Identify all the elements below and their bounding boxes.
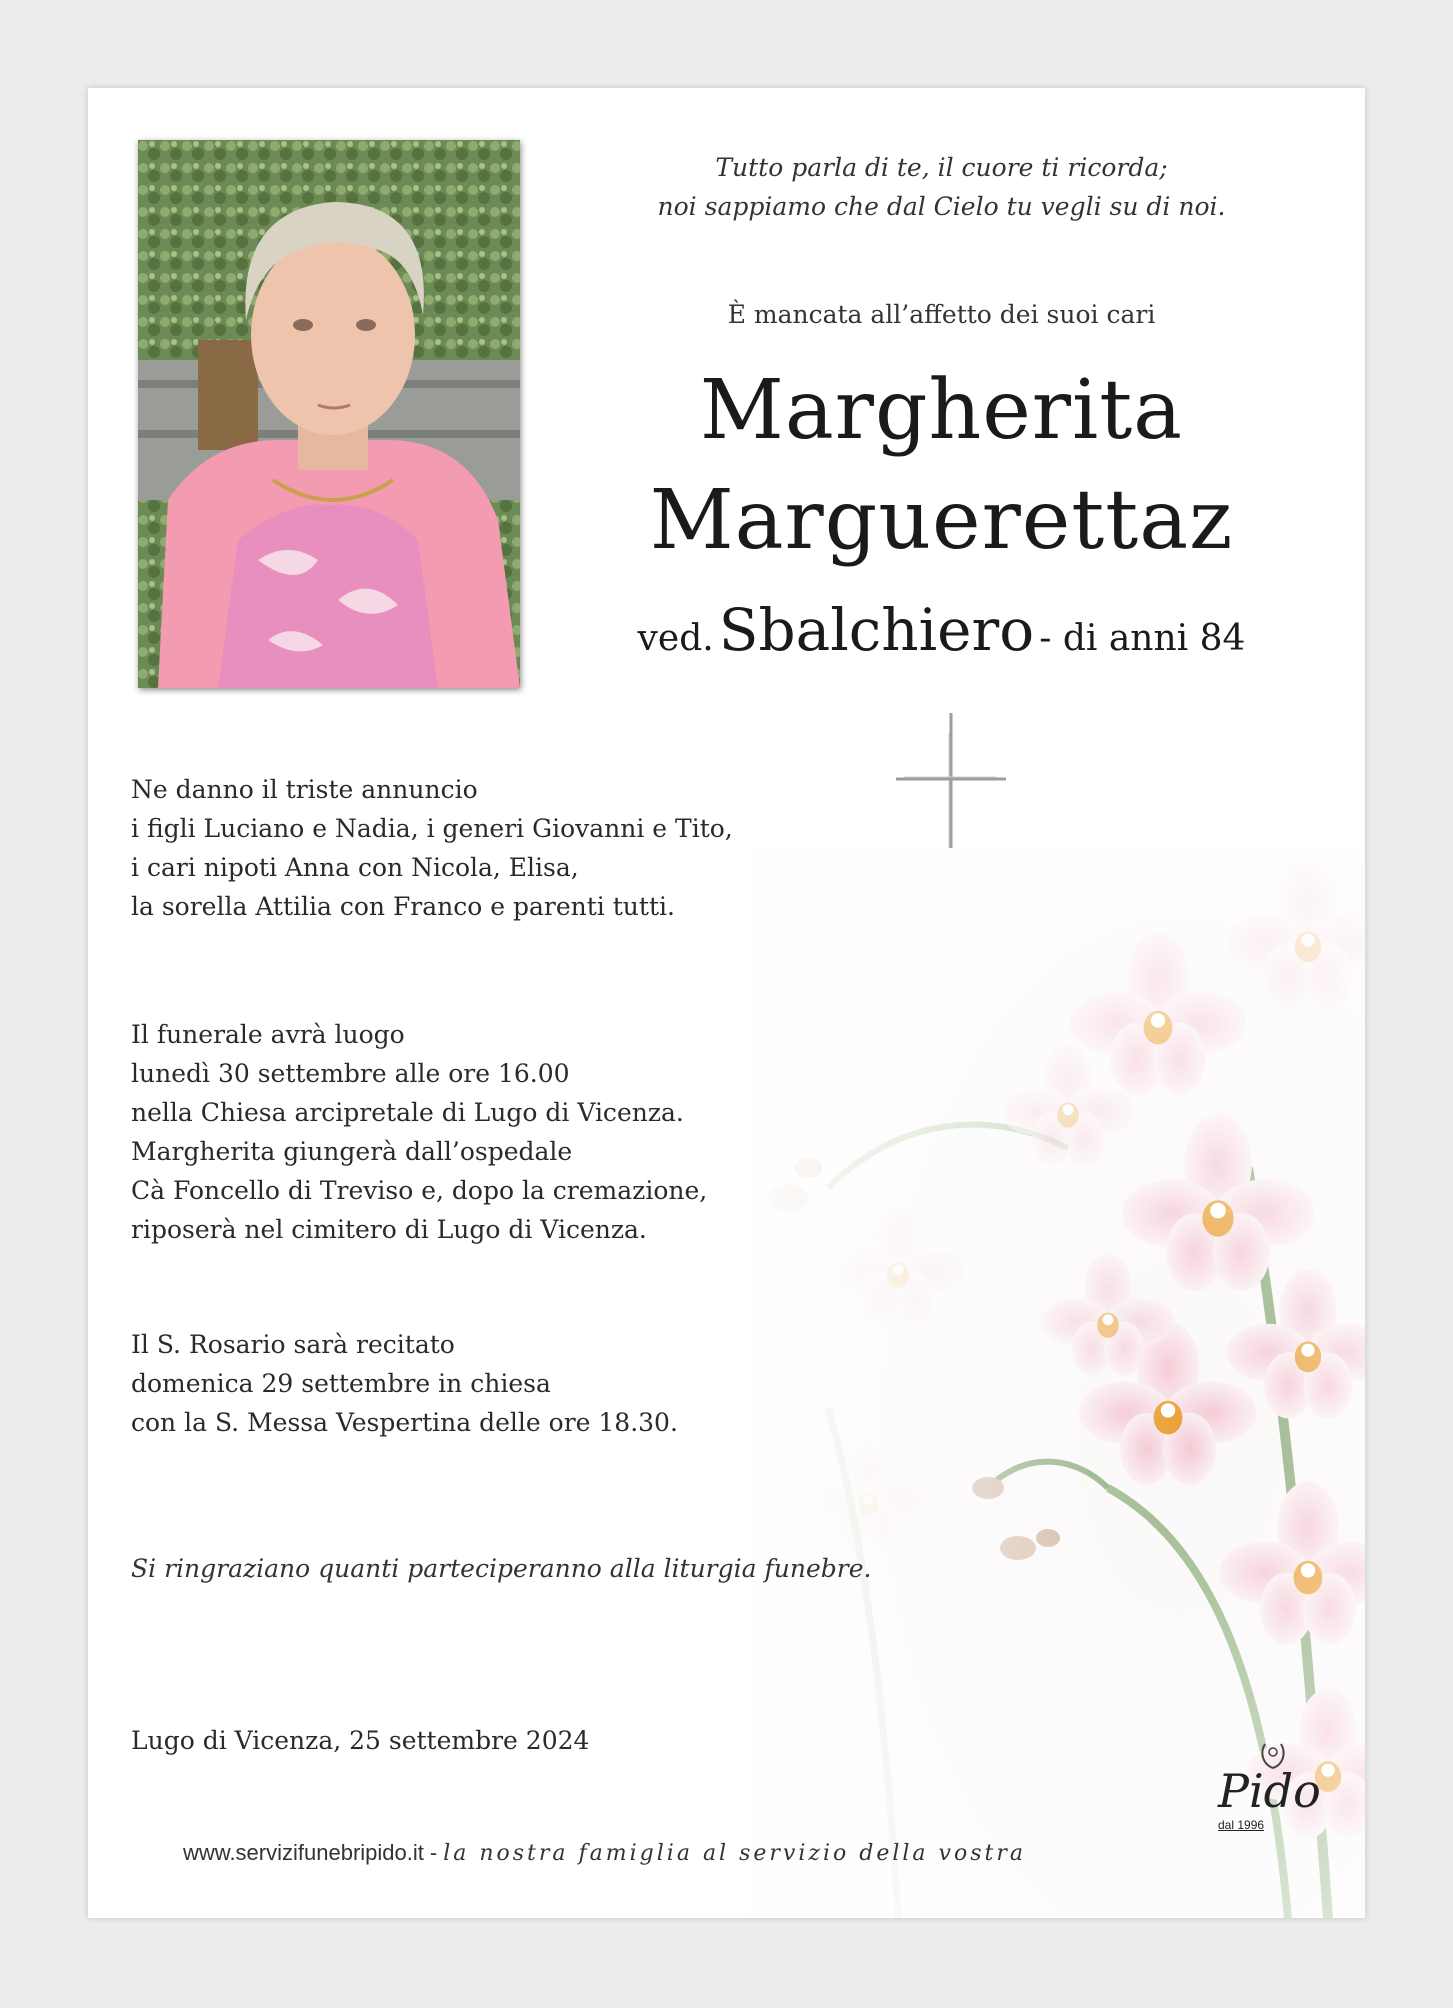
- place-and-date: Lugo di Vicenza, 25 settembre 2024: [131, 1726, 590, 1755]
- first-name: Margherita: [699, 363, 1184, 458]
- memorial-quote: [558, 148, 1325, 226]
- widow-prefix: ved.: [637, 618, 714, 659]
- announcement-block: [131, 770, 733, 926]
- funeral-line: nella Chiesa arcipretale di Lugo di Vicenza.: [131, 1098, 684, 1127]
- footer-separator: -: [429, 1840, 438, 1865]
- announcement-line: la sorella Attilia con Franco e parenti tutti.: [131, 892, 675, 921]
- quote-line-2: noi sappiamo che dal Cielo tu vegli su di noi.: [657, 192, 1226, 221]
- wreath-icon: [1256, 1738, 1290, 1772]
- quote-line-1: Tutto parla di te, il cuore ti ricorda;: [715, 153, 1168, 182]
- thanks-text: Si ringraziano quanti parteciperanno alla liturgia funebre.: [131, 1554, 872, 1583]
- footer-tagline: la nostra famiglia al servizio della vostra: [443, 1841, 1026, 1866]
- logo-mark: Pido: [1218, 1764, 1321, 1818]
- obituary-card: [88, 88, 1365, 1918]
- rosary-line: con la S. Messa Vespertina delle ore 18.30.: [131, 1408, 678, 1437]
- rosary-line: domenica 29 settembre in chiesa: [131, 1369, 551, 1398]
- rosary-block: [131, 1325, 678, 1442]
- rosary-line: Il S. Rosario sarà recitato: [131, 1330, 455, 1359]
- funeral-details-block: [131, 1015, 707, 1249]
- logo-since: dal 1996: [1218, 1818, 1265, 1832]
- funeral-line: lunedì 30 settembre alle ore 16.00: [131, 1059, 570, 1088]
- announcement-line: Ne danno il triste annuncio: [131, 775, 478, 804]
- deceased-name: [558, 356, 1325, 576]
- website-link[interactable]: www.servizifunebripido.it: [183, 1840, 424, 1865]
- deceased-portrait: [138, 140, 520, 688]
- married-name-line: [558, 596, 1325, 664]
- married-name: Sbalchiero: [718, 596, 1035, 664]
- funeral-home-logo: [1218, 1764, 1338, 1832]
- funeral-line: riposerà nel cimitero di Lugo di Vicenza.: [131, 1215, 647, 1244]
- funeral-line: Cà Foncello di Treviso e, dopo la cremazione,: [131, 1176, 708, 1205]
- announcement-line: i figli Luciano e Nadia, i generi Giovanni e Tito,: [131, 814, 733, 843]
- intro-text: È mancata all’affetto dei suoi cari: [727, 300, 1156, 329]
- announcement-line: i cari nipoti Anna con Nicola, Elisa,: [131, 853, 579, 882]
- footer: [183, 1840, 1026, 1866]
- funeral-line: Il funerale avrà luogo: [131, 1020, 405, 1049]
- funeral-line: Margherita giungerà dall’ospedale: [131, 1137, 573, 1166]
- last-name: Marguerettaz: [649, 473, 1234, 568]
- age-text: - di anni 84: [1039, 618, 1246, 659]
